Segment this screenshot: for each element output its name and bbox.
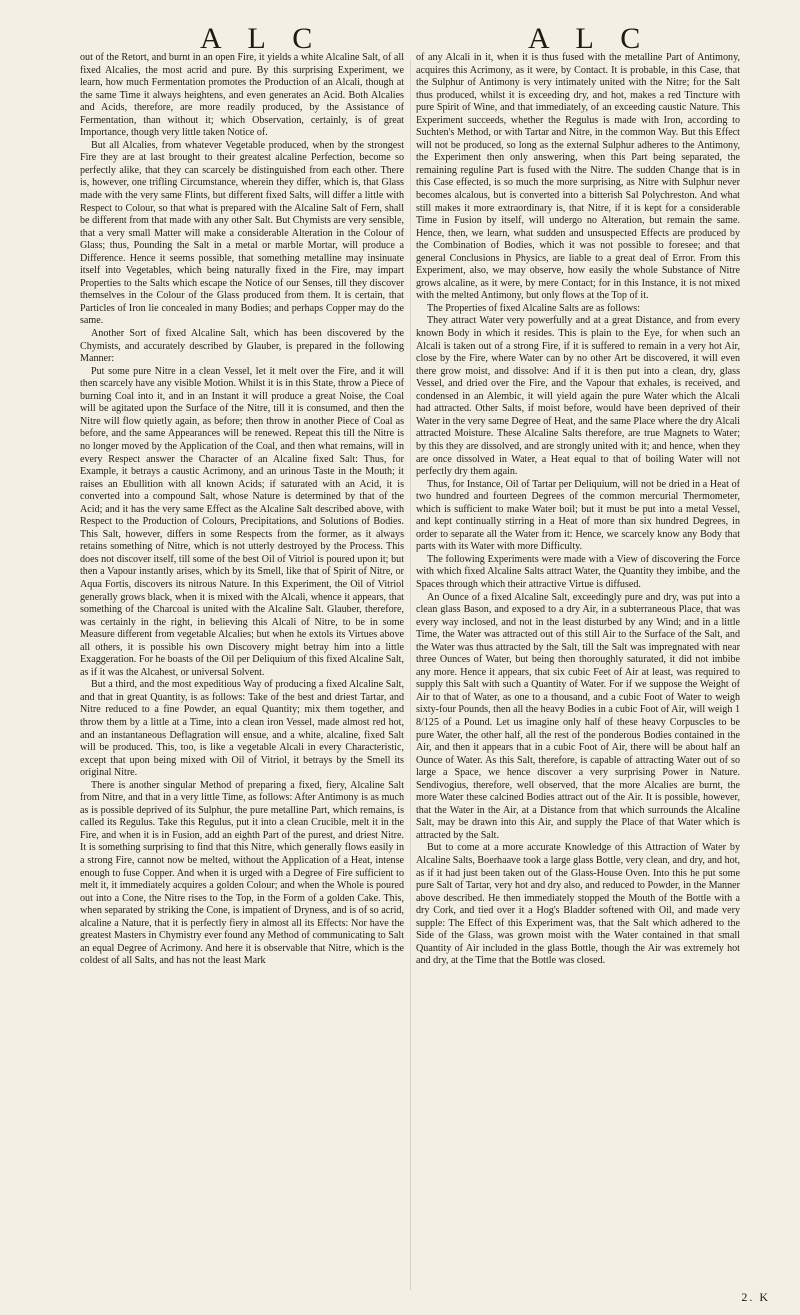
paragraph: Another Sort of fixed Alcaline Salt, which has been discovered by the Chymists, and accurately described by Glauber, is prepared in the following Manner:: [80, 328, 404, 365]
paragraph: The Properties of fixed Alcaline Salts are as follows:: [427, 302, 641, 314]
header-right-title: A L C: [528, 22, 651, 55]
paragraph: Put some pure Nitre in a clean Vessel, let it melt over the Fire, and it will then scarcely have any visible Motion. Whilst it is in this State, throw a Piece of burning Coal into it, and in an Instant it will produce a great Noise, the Coal will be agitated upon the Surface of the Nitre, till it is consumed, and then the Nitre will flow quietly again, as before; then throw in another Piece of Coal as before, and the same Appearances will be renewed. Repeat this till the Nitre is no longer moved by the Application of the Coal, and then what remains, will in every Respect answer the Character of an Alcaline fixed Salt: Thus, for Example, it betrays a caustic Acrimony, and an urinous Taste in the Mouth; it raises an Ebullition with all known Acids; if saturated with an Acid, it is converted into a compound Salt, whose Nature is determined by that of the Acid; and it has the very same Effect as the Alcaline Salt described above, with Respect to the Production of Colours, Precipitations, and Solutions of Bodies. This Salt, however, differs in some Respects from the former, as it always retains something of Nitre, which is not utterly destroyed by the Process. This does not discover itself, till some of the best Oil of Vitriol is poured upon it; but then a Vapour instantly arises, which by its Smell, like that of Spirit of Nitre, or Aqua Fortis, discovers its nitrous Nature. In this Experiment, the Oil of Vitriol generally grows black, when it is mixed with the Alcali, whence it appears, that something of the Charcoal is united with the Alcaline Salt. Glauber, therefore, was certainly in the right, in believing this Alcali of Nitre, to be in some Measure different from vegetable Alcalies; but when he extols its Virtues above all others, it is possible his own Discovery might betray him into a little Exaggeration. For he boasts of the Oil per Deliquium of this fixed Alcaline Salt, as if it was the Alcahest, or universal Solvent.: [80, 365, 404, 678]
paragraph: There is another singular Method of preparing a fixed, fiery, Alcaline Salt from Nitre, and that in a very little Time, as follows: After Antimony is as much as is possible deprived of its Sulphur, the pure metalline Part, which remains, is called its Regulus. Take this Regulus, put it into a clean Crucible, melt it in the Fire, and when it is in Fusion, add an eighth Part of the purest, and driest Nitre. It is something surprising to find that this Nitre, which generally flows easily in a strong Fire, cannot now be melted, without the Application of a Heat, intense enough to fuse Copper. And when it is urged with a Degree of Fire sufficient to melt it, it immediately acquires a golden Colour; and when the Whole is poured out into a Cone, the Nitre rises to the Top, in the Form of a golden Cake. This, when separated by striking the Cone, is impatient of Dryness, and is of so acrid, alcaline a Nature, that it is perfectly fiery in almost all its Effects: Nor have the greatest Masters in Chymistry ever found any Method of communicating to Salt an equal Degree of Acrimony. And here it is observable that Nitre, which is the coldest of all Salts, and has not the least Mark: [80, 779, 404, 967]
paragraph: of any Alcali in it, when it is thus fused with the metalline Part of Antimony, acquires this Acrimony, as it were, by Contact. It is probable, in this Case, that the Sulphur of Antimony is very intimately united with the Nitre; for the Salt thus produced, whilst it is exceeding dry, and hot, makes a red Tincture with pure Spirit of Wine, and that immediately, of an exceeding caustic Nature. This Experiment succeeds, whether the Regulus is made with Iron, according to Suchten's Method, or with Tartar and Nitre, in the common Way. But this Effect will not be produced, so long as the external Sulphur adheres to the Antimony, the Experiment then only answering, when this Part being separated, the remaining reguline Part is fused with the Nitre. The sudden Change that is in this Case effected, is so much the more surprising, as Nitre with Sulphur never becomes alcalous, but is converted into a bitterish Sal Polychreston. And what still makes it more extraordinary is, that Nitre, if it is kept for a considerable Time in Fusion by itself, will undergo no Alteration, but remain the same. Hence, then, we learn, what sudden and unsuspected Effects are produced by the Combination of Bodies, which it was not possible to foresee; and that general Conclusions in Physics, are liable to a great deal of Error. From this Experiment, also, we may observe, how easily the whole Substance of Nitre grows alcaline, as it were, by mere Contact; for in this Instance, it is not mixed with the melted Antimony, but only flows at the Top of it.: [416, 52, 740, 302]
paragraph: But all Alcalies, from whatever Vegetable produced, when by the strongest Fire they are at last brought to their greatest alcaline Perfection, become so perfectly alike, that they can scarcely be distinguished from each other. There is, however, one trifling Circumstance, wherein they differ, which is, that Glass made with the very same Flints, but different fixed Salts, will differ a little with Respect to Colour, so that what is prepared with the Alcaline Salt of Fern, shall be different from that made with any other Salt. But Chymists are very sensible, that a very small Matter will make a considerable Alteration in the Colour of Glass; thus, Pounding the Salt in a metal or marble Mortar, will produce a Difference. Hence it seems possible, that something metalline may insinuate itself into Vegetables, which being naturally fixed in the Fire, may impart Properties to the Salts which escape the Notice of our Senses, till they discover themselves in the Colour of the Glass produced from them. It is certain, that Particles of Iron lie concealed in many Bodies; and perhaps Copper may do the same.: [80, 139, 404, 327]
paragraph: out of the Retort, and burnt in an open Fire, it yields a white Alcaline Salt, of all fixed Alcalies, the most acrid and pure. By this surprising Experiment, we learn, how much Fermentation promotes the Production of an Alcali, though at the same Time it always heightens, and even generates an Acid. Both Alcalies and Acids, therefore, are more readily produced, by the Assistance of Fermentation, than without it; which Observation, certainly, is of great Importance, though very little taken Notice of.: [80, 52, 404, 139]
column-divider: [410, 60, 411, 1290]
paragraph: Thus, for Instance, Oil of Tartar per Deliquium, will not be dried in a Heat of two hundred and fourteen Degrees of the common mercurial Thermometer, which is sufficient to make Water boil; but it must be put into a metal Vessel, and kept continually stirring in a Heat of more than six hundred Degrees, in order to separate all the Water from it: Hence, we scarcely know any Body that parts with its Water with more Difficulty.: [416, 478, 740, 553]
paragraph: But to come at a more accurate Knowledge of this Attraction of Water by Alcaline Salts, Boerhaave took a large glass Bottle, very clean, and dry, and hot, as if it had just been taken out of the Glass-House Oven. Into this he put some pure Salt of Tartar, very hot and dry also, and reduced to Powder, in the Manner above described. He then immediately stopped the Mouth of the Bottle with a dry Cork, and tied over it a Hog's Bladder softened with Oil, and made very supple: The Effect of this Experiment was, that the Salt which adhered to the Side of the Glass, was grown moist with the Water contained in that small Quantity of Air included in the glass Bottle, though the Air was extremely hot and dry, at the Time that the Bottle was closed.: [416, 842, 740, 967]
paragraph: But a third, and the most expeditious Way of producing a fixed Alcaline Salt, and that in great Quantity, is as follows: Take of the best and driest Tartar, and Nitre reduced to a fine Powder, an equal Quantity; mix them together, and throw them by a little at a Time, into a clean iron Vessel, made almost red hot, and an instantaneous Deflagration will ensue, and a white, alcaline, fixed Salt will be produced. This, too, is like a vegetable Alcali in every Characteristic, except that upon being mixed with Oil of Vitriol, it betrays by the Smell its original Nitre.: [80, 679, 404, 779]
right-column: [416, 52, 740, 968]
header-left-title: A L C: [200, 22, 323, 55]
paragraph: They attract Water very powerfully and at a great Distance, and from every known Body in which it resides. This is plain to the Eye, for when such an Alcali is taken out of a strong Fire, if it is suffered to remain in a very hot Air, close by the Fire, where Water can by no other Art be discovered, it will even there grow moist, and dissolve: And if it is then put into a clean, dry, glass Vessel, and dried over the Fire, and the Vapour that exhales, is received, and condensed in an Alembic, it will yield again the pure Water which the Alcali had attracted. Other Salts, if moist before, would have been deprived of their Water in the very same Degree of Heat, and the same Place where the dry Alcali attracted Moisture. These Alcaline Salts therefore, are true Magnets to Water; by this they are dissolved, and are strongly united with it; and hence, when they are once dissolved in Water, a Heat equal to that of boiling Water will not perfectly dry them again.: [416, 315, 740, 478]
paragraph: The following Experiments were made with a View of discovering the Force with which fixed Alcaline Salts attract Water, the Quantity they imbibe, and the Spaces through which their attractive Virtue is diffused.: [416, 553, 740, 590]
signature-mark: 2. K: [741, 1290, 770, 1304]
left-column: [80, 52, 404, 968]
paragraph: An Ounce of a fixed Alcaline Salt, exceedingly pure and dry, was put into a clean glass Bason, and exposed to a dry Air, in a subterraneous Place, that was every way inclosed, and not in the least disturbed by any Wind; and in a little Time, the Water was attracted out of this still Air to the Surface of the Salt, and the Water was thus attracted by the Salt, till the Salt was impregnated with near three Ounces of Water, but being then thoroughly saturated, it did not imbibe any more. Hence it appears, that six cubic Feet of Air at least, was required to supply this Salt with such a Quantity of Water. For if we suppose the Weight of Air to that of Water, as one to a thousand, and a cubic Foot of Water to weigh sixty-four Pounds, then all the heavy Bodies in a cubic Foot of Air, will weigh 1 8/125 of a Pound. Let us imagine only half of these heavy Corpuscles to be pure Water, the other half, all the rest of the ponderous Bodies contained in the Air, and then it appears that in a cubic Foot of Air, there will be about half an Ounce of Water. As this Salt, therefore, is capable of attracting Water out of so large a Space, we hence discover a very surprising Power in Nature. Sendivogius, therefore, well observed, that the more Alcalies are burnt, the more Water these calcined Bodies attract out of the Air. It is possible, however, that the Water in the Air, at a Distance from that which surrounds the Alcaline Salt, may be drawn into this Air, and supply the Place of that Water which is attracted by the Salt.: [416, 591, 740, 841]
